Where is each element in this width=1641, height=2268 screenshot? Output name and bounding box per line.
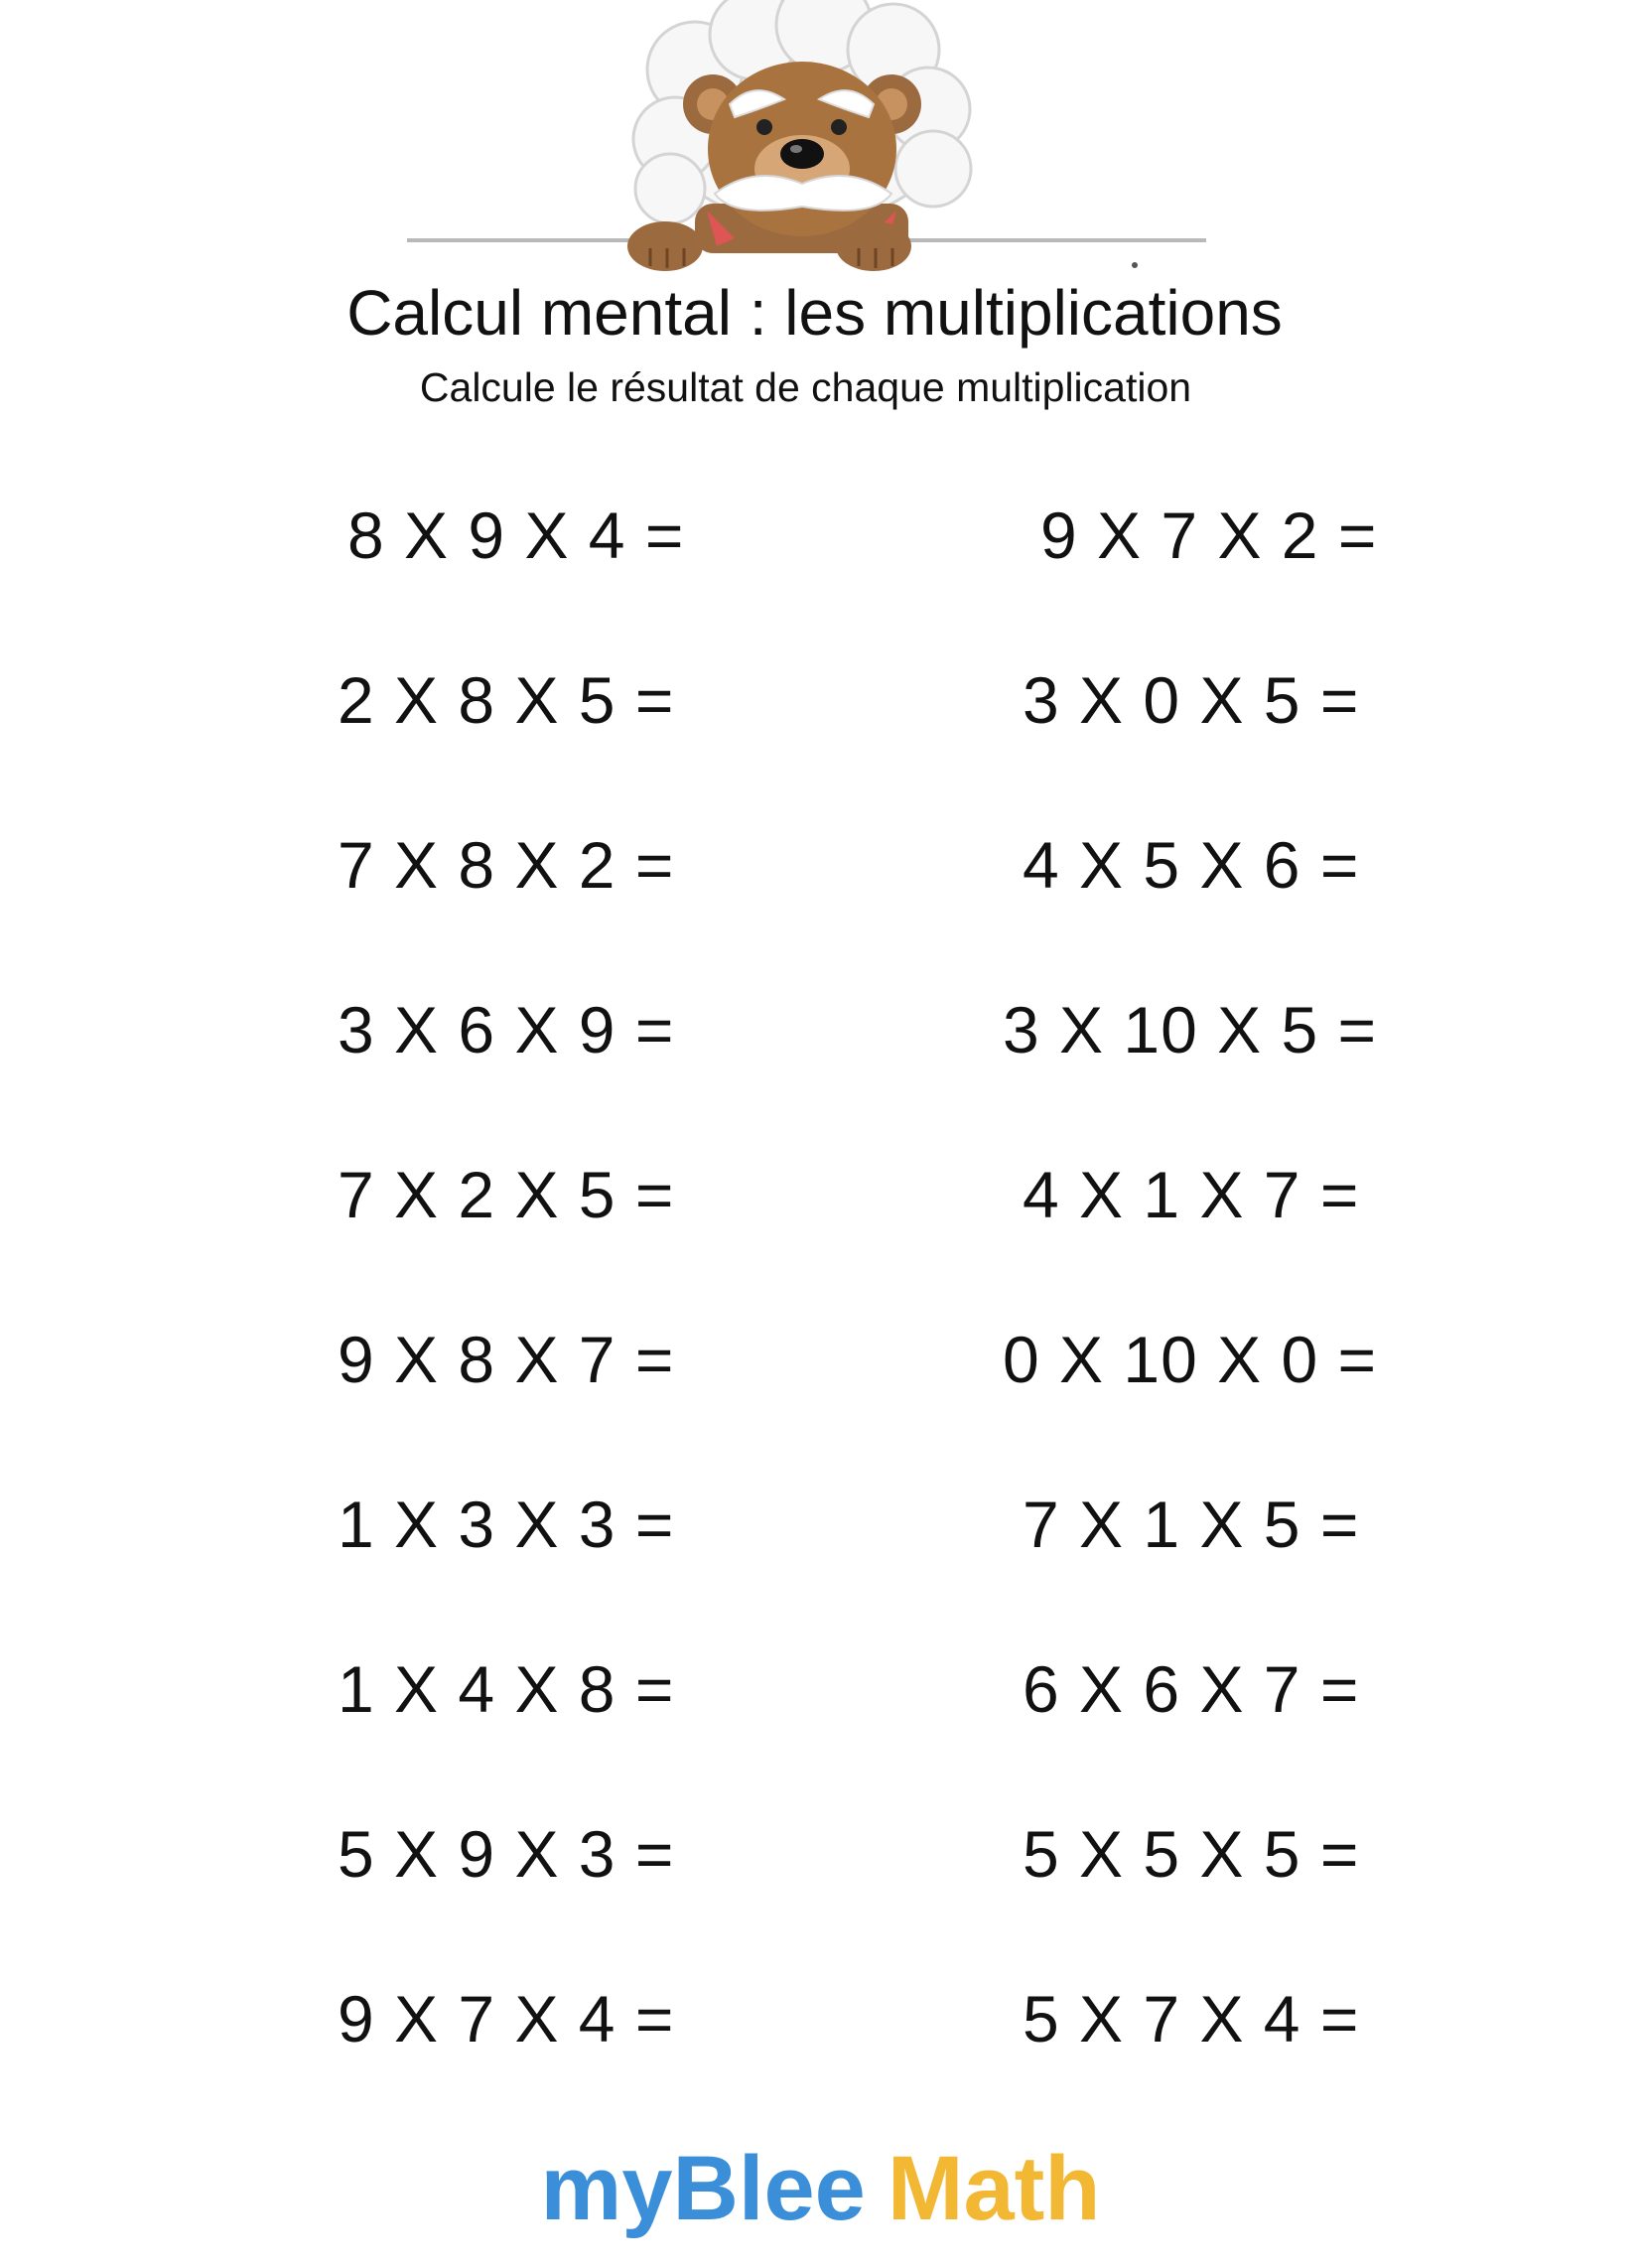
- logo-math: Math: [887, 2138, 1101, 2239]
- problem-left-9: 5 X 9 X 3 =: [338, 1817, 675, 1891]
- logo-my: my: [540, 2138, 673, 2239]
- problem-right-10: 5 X 7 X 4 =: [1023, 1982, 1360, 2055]
- problem-left-8: 1 X 4 X 8 =: [338, 1652, 675, 1726]
- problem-left-3: 7 X 8 X 2 =: [338, 828, 675, 902]
- problem-right-1: 9 X 7 X 2 =: [1040, 498, 1378, 572]
- problem-left-4: 3 X 6 X 9 =: [338, 993, 675, 1066]
- problem-right-8: 6 X 6 X 7 =: [1023, 1652, 1360, 1726]
- problem-right-4: 3 X 10 X 5 =: [1003, 993, 1378, 1066]
- logo-blee: Blee: [672, 2138, 866, 2239]
- problem-left-7: 1 X 3 X 3 =: [338, 1488, 675, 1561]
- problem-right-7: 7 X 1 X 5 =: [1023, 1488, 1360, 1561]
- problem-right-9: 5 X 5 X 5 =: [1023, 1817, 1360, 1891]
- problem-left-1: 8 X 9 X 4 =: [347, 498, 685, 572]
- problem-left-5: 7 X 2 X 5 =: [338, 1158, 675, 1231]
- myblee-math-logo: [0, 2138, 1641, 2239]
- problem-right-6: 0 X 10 X 0 =: [1003, 1323, 1378, 1396]
- problem-left-2: 2 X 8 X 5 =: [338, 663, 675, 737]
- page-title: Calcul mental : les multiplications: [346, 277, 1283, 349]
- problem-right-3: 4 X 5 X 6 =: [1023, 828, 1360, 902]
- bear-mascot-icon: [0, 0, 1641, 273]
- page-subtitle: Calcule le résultat de chaque multiplication: [419, 364, 1192, 410]
- problem-left-6: 9 X 8 X 7 =: [338, 1323, 675, 1396]
- problem-left-10: 9 X 7 X 4 =: [338, 1982, 675, 2055]
- problem-right-5: 4 X 1 X 7 =: [1023, 1158, 1360, 1231]
- problem-right-2: 3 X 0 X 5 =: [1023, 663, 1360, 737]
